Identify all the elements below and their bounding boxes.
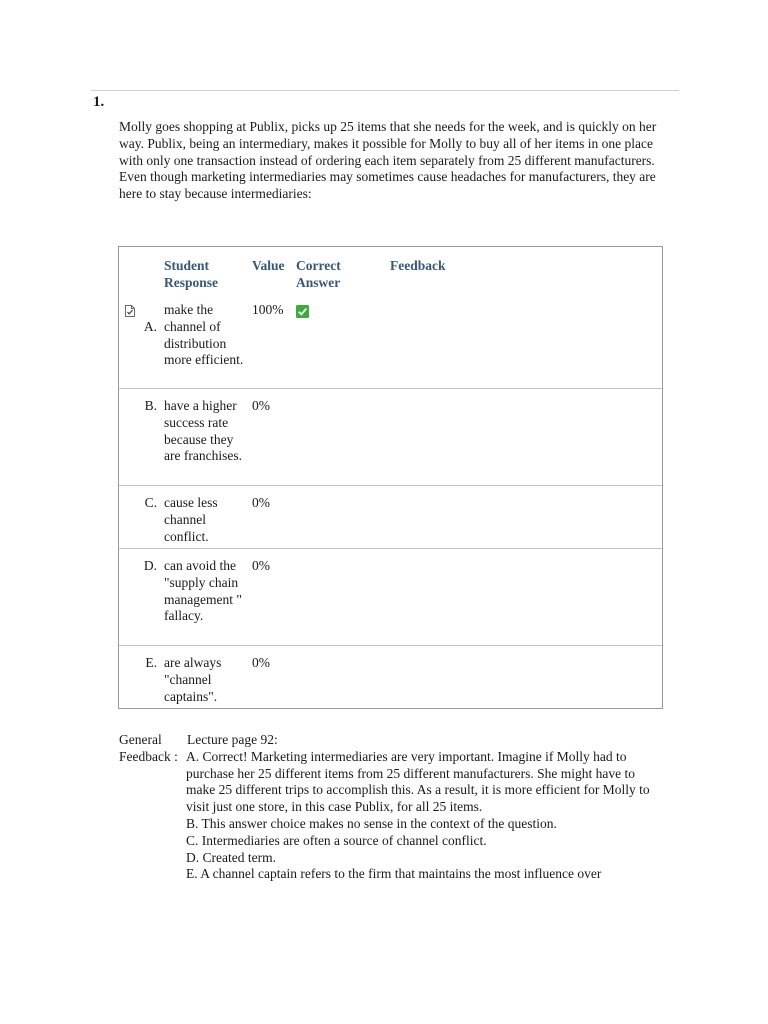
checkmark-icon [296,305,309,318]
table-row [119,646,662,708]
question-text: Molly goes shopping at Publix, picks up 25 items that she needs for the week, and is quickly on her way. Publix, being an intermediary, makes it possible for Molly to buy all of her items in one place with only one transaction instead of ordering each item separately from 25 different manufacturers. Even though marketing intermediaries may sometimes cause headaches for manufacturers, they are here to stay because intermediaries: [119,119,657,202]
answer-response: cause less channel conflict. [164,495,218,544]
top-divider [91,90,679,91]
answer-value: 0% [252,398,270,413]
table-header [119,247,662,299]
header-feedback: Feedback [390,258,446,273]
answer-letter: C. [144,495,157,510]
answer-response: can avoid the "supply chain management " fallacy. [164,558,242,624]
answer-letter: E. [145,655,157,670]
answer-response: are always "channel captains". [164,655,222,704]
header-value: Value [252,258,285,273]
selected-answer-icon [124,305,136,317]
header-student-response: Student Response [164,258,219,290]
answer-response: have a higher success rate because they are franchises. [164,398,242,464]
feedback-intro: Lecture page 92: [187,732,278,747]
table-row [119,486,662,549]
table-row [119,299,662,389]
table-row [119,549,662,646]
answer-value: 0% [252,558,270,573]
answer-letter: A. [143,319,157,334]
table-row [119,389,662,486]
feedback-line-b: B. This answer choice makes no sense in the context of the question. [186,815,557,831]
feedback-line-c: C. Intermediaries are often a source of channel conflict. [186,832,487,848]
answer-value: 0% [252,495,270,510]
general-feedback-body [187,732,667,883]
header-correct-answer: Correct Answer [296,258,341,290]
answer-response: make the channel of distribution more efficient. [164,302,244,368]
answer-letter: B. [144,398,157,413]
answer-letter: D. [143,558,157,573]
general-feedback-label: General Feedback : [119,732,178,764]
feedback-line-d: D. Created term. [186,849,276,865]
feedback-line-a: A. Correct! Marketing intermediaries are very important. Imagine if Molly had to purchase her 25 different items from 25 different manufacturers. She might have to make 25 different trips to accomplish this. As a result, it is more efficient for Molly to visit just one store, in this case Publix, for all 25 items. [186,748,650,815]
answer-value: 0% [252,655,270,670]
feedback-line-e: E. A channel captain refers to the firm that maintains the most influence over [186,866,602,882]
answer-value: 100% [252,302,284,317]
question-number: 1. [93,94,105,110]
answers-table [118,246,663,709]
